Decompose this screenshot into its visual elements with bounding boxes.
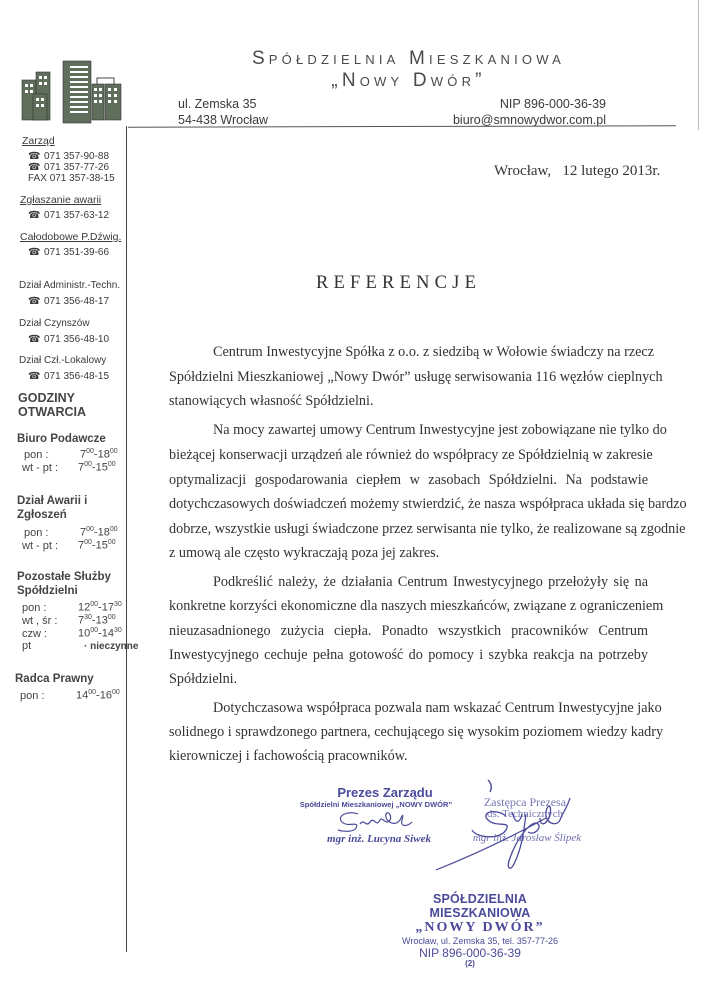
hours-row: wt - pt : $7^{00}-15^{00}$ — [22, 539, 116, 552]
hours-row: pon : $7^{00}-18^{00}$ — [24, 448, 118, 461]
phone-icon: ☎ — [28, 151, 41, 162]
body-line: bieżącej konserwacji urządzeń ale również do współpracy ze Spółdzielnią w zakresie — [169, 447, 653, 463]
letter-title: REFERENCJE — [316, 273, 482, 293]
hours-row: wt - pt : $7^{00}-15^{00}$ — [22, 461, 116, 474]
contact-title: Zarząd — [22, 135, 55, 147]
body-line: solidnego i sprawdzonego partnera, cechującego się wysokim poziomem wiedzy kadry — [169, 724, 664, 740]
body-line: Podkreślić należy, że działania Centrum Inwestycyjnego przełożyły się na — [213, 574, 648, 590]
phone-icon: ☎ — [28, 371, 41, 382]
body-line: z umową ale często wykraczają poza jej zakres. — [169, 545, 440, 561]
body-line: Dotychczasowa współpraca pozwala nam wskazać Centrum Inwestycyjne jako — [213, 700, 662, 716]
org-name-line2: „Nowy Dwór” — [331, 70, 486, 91]
stamp-line1: SPÓŁDZIELNIA MIESZKANIOWA — [429, 892, 531, 920]
contact-line — [28, 371, 109, 382]
stamp-line3: Wrocław, ul. Zemska 35, tel. 357-77-26 — [402, 936, 558, 946]
contact-line — [28, 162, 109, 173]
phone-number[interactable]: 071 356-48-17 — [44, 296, 110, 307]
sig-left-name: mgr inż. Lucyna Siwek — [327, 833, 431, 845]
hours-row: pon : $12^{00}-17^{30}$ — [22, 601, 122, 614]
contact-line — [28, 210, 109, 221]
hours-title: Pozostałe Służby Spółdzielni — [17, 571, 111, 597]
phone-number[interactable]: 071 351-39-66 — [44, 247, 110, 258]
phone-number[interactable]: 071 357-63-12 — [44, 210, 110, 221]
contact-title: Dział Czł.-Lokalowy — [19, 355, 107, 366]
body-line: Centrum Inwestycyjne Spółka z o.o. z siedzibą w Wołowie świadczy na rzecz — [213, 344, 655, 360]
org-name-line1: Spółdzielnia Mieszkaniowa — [251, 48, 566, 69]
contact-title: Dział Administr.-Techn. — [19, 280, 121, 291]
contact-line — [28, 173, 115, 184]
contact-line — [28, 247, 109, 258]
address-street: ul. Zemska 35 — [178, 97, 257, 111]
contact-line — [28, 334, 109, 345]
contact-title: Zgłaszanie awarii — [20, 194, 102, 206]
phone-icon: ☎ — [28, 296, 41, 307]
body-line: nieuzasadnionego zużycia ciepła. Ponadto wszystkich pracowników Centrum — [169, 623, 648, 639]
sidebar-divider — [126, 126, 127, 952]
hours-title: Radca Prawny — [15, 673, 94, 685]
scan-edge — [698, 0, 699, 130]
body-line: stanowiących własność Spółdzielni. — [169, 393, 374, 409]
contact-title: Dział Czynszów — [19, 318, 90, 329]
phone-icon: ☎ — [28, 210, 41, 221]
hours-heading-1: GODZINY — [18, 391, 75, 405]
body-line: Inwestycyjnego cechuje pełna gotowość do pomocy i szybka reakcja na potrzeby — [169, 647, 648, 663]
letter-date: Wrocław, 12 lutego 2013r. — [494, 163, 661, 179]
sig-left-title: Prezes Zarządu — [337, 785, 433, 800]
body-line: konkretne korzyści ekonomiczne dla naszych mieszkańców, związane z ograniczeniem — [169, 598, 664, 614]
body-line: Spółdzielni Mieszkaniowej „Nowy Dwór” usługę serwisowania 116 węzłów cieplnych — [169, 369, 663, 385]
body-line: Na mocy zawartej umowy Centrum Inwestycyjne jest zobowiązane nie tylko do — [213, 422, 667, 438]
hours-title: Dział Awarii i Zgłoszeń — [17, 495, 88, 521]
phone-number[interactable]: 071 357-77-26 — [44, 162, 110, 173]
sig-right-title: Zastępca Prezesa — [483, 795, 567, 809]
phone-number[interactable]: 071 357-90-88 — [44, 151, 110, 162]
hours-row: wt , śr : $7^{30}-13^{00}$ — [22, 614, 116, 627]
body-line: dotychczasowych doświadczeń możemy stwierdzić, że nasza współpraca układa się bardzo — [169, 496, 687, 512]
stamp-line4: NIP 896-000-36-39 — [419, 946, 521, 960]
contact-line — [28, 151, 109, 162]
stamp-line2: „NOWY DWÓR” — [415, 920, 545, 935]
sig-left-org: Spółdzielni Mieszkaniowej „NOWY DWÓR” — [299, 800, 453, 809]
sig-right-name: mgr inż. Jarosław Ślipek — [472, 832, 582, 844]
body-line: kierowniczej i fachowością pracowników. — [169, 748, 408, 764]
body-line: optymalizacji gospodarowania ciepłem w zasobach Spółdzielni. Na podstawie — [169, 472, 648, 488]
body-line: dobrze, wszystkie usługi świadczone przez serwisanta nie tylko, że realizowane są zgodnie — [169, 521, 686, 537]
phone-number[interactable]: 071 356-48-10 — [44, 334, 110, 345]
contact-line — [28, 296, 109, 307]
email[interactable]: biuro@smnowydwor.com.pl — [452, 113, 606, 127]
address-city: 54-438 Wrocław — [178, 113, 269, 127]
phone-icon: ☎ — [28, 334, 41, 345]
signature-right-handwriting — [436, 778, 576, 878]
phone-icon: ☎ — [28, 247, 41, 258]
nip: NIP 896-000-36-39 — [499, 97, 606, 111]
fax-label: FAX — [28, 173, 47, 184]
hours-title: Biuro Podawcze — [17, 433, 106, 445]
hours-row-closed: pt · nieczynne — [22, 640, 139, 652]
company-stamp — [395, 892, 565, 968]
body-line: Spółdzielni. — [169, 671, 238, 687]
hours-row: pon : $7^{00}-18^{00}$ — [24, 526, 118, 539]
sig-right-subtitle: ds. Technicznych — [486, 808, 563, 820]
hours-row: czw : $10^{00}-14^{30}$ — [22, 627, 122, 640]
stamp-line5: (2) — [465, 959, 475, 968]
fax-number: 071 357-38-15 — [49, 173, 115, 184]
phone-number[interactable]: 071 356-48-15 — [44, 371, 110, 382]
hours-row: pon : $14^{00}-16^{00}$ — [20, 689, 120, 702]
hours-heading-2: OTWARCIA — [18, 405, 87, 419]
signature-left-handwriting — [330, 806, 420, 836]
contact-title: Całodobowe P.Dźwig. — [20, 231, 122, 243]
phone-icon: ☎ — [28, 162, 41, 173]
